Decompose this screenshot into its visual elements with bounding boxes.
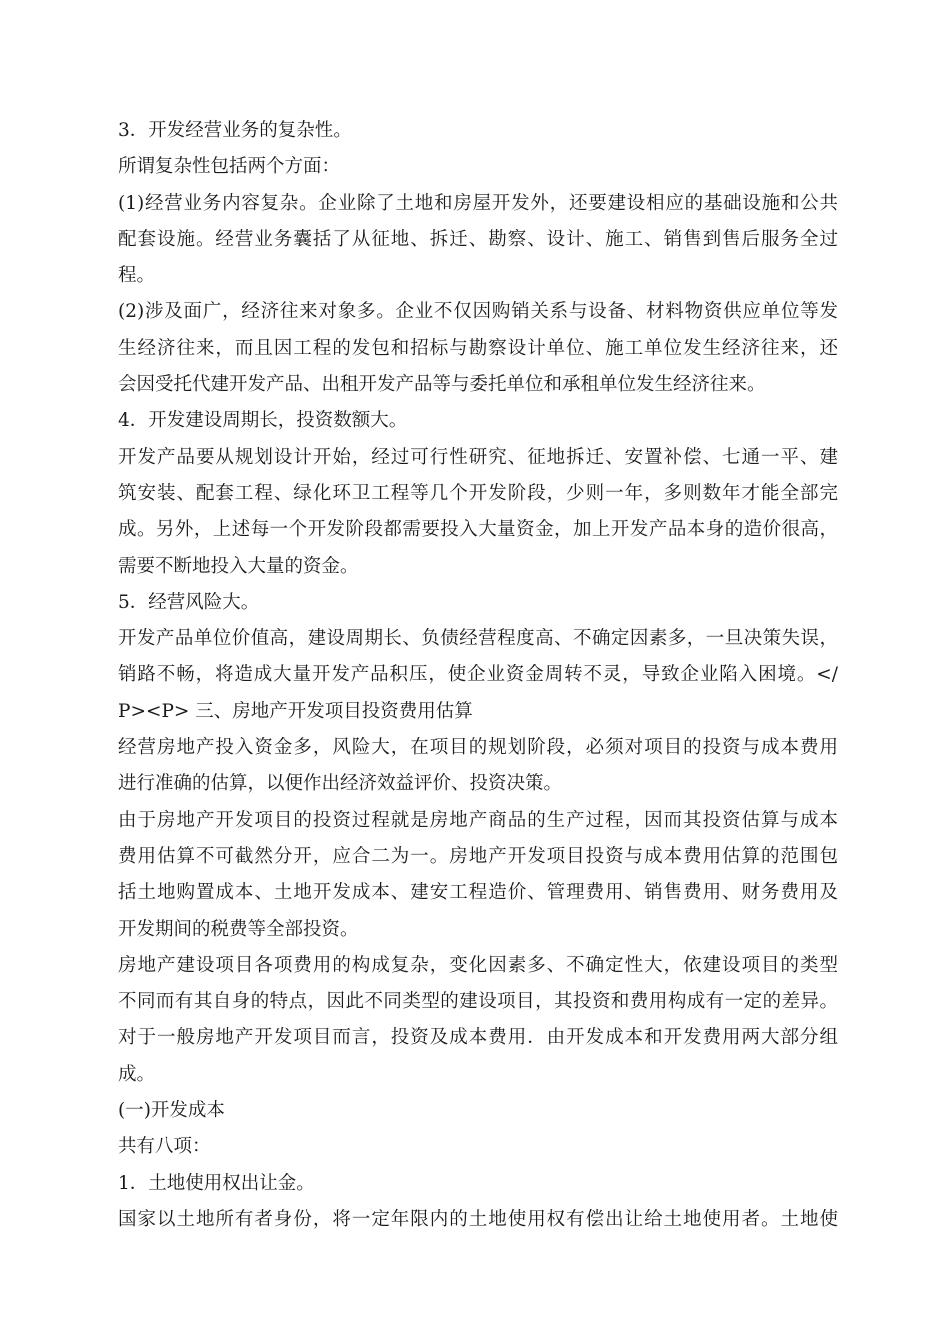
text-line: 费用估算不可截然分开，应合二为一。房地产开发项目投资与成本费用估算的范围包 [118,845,838,867]
subsection-heading-1: (一)开发成本 [118,1100,225,1122]
text-line: 程。 [118,265,156,287]
text-line: 销路不畅，将造成大量开发产品积压，使企业资金周转不灵，导致企业陷入困境。</ [118,664,838,686]
text-line: (1)经营业务内容复杂。企业除了土地和房屋开发外，还要建设相应的基础设施和公共 [118,192,838,214]
heading-item-4: 4．开发建设周期长，投资数额大。 [118,410,408,432]
section-heading-3: P><P> 三、房地产开发项目投资费用估算 [118,700,473,722]
text-line: 对于一般房地产开发项目而言，投资及成本费用．由开发成本和开发费用两大部分组 [118,1027,838,1049]
text-line: 国家以土地所有者身份，将一定年限内的土地使用权有偿出让给土地使用者。土地使 [118,1208,838,1230]
document-body [118,113,838,1238]
text-line: 成。 [118,1063,156,1085]
text-line: 所谓复杂性包括两个方面： [118,156,341,178]
text-line: 进行准确的估算，以便作出经济效益评价、投资决策。 [118,773,563,795]
text-line: 需要不断地投入大量的资金。 [118,555,359,577]
text-line: 括土地购置成本、土地开发成本、建安工程造价、管理费用、销售费用、财务费用及 [118,882,838,904]
heading-item-5: 5．经营风险大。 [118,591,260,613]
text-line: 会因受托代建开发产品、出租开发产品等与委托单位和承租单位发生经济往来。 [118,374,766,396]
text-line: 不同而有其自身的特点，因此不同类型的建设项目，其投资和费用构成有一定的差异。 [118,991,838,1013]
text-line: 共有八项： [118,1136,211,1158]
text-line: 由于房地产开发项目的投资过程就是房地产商品的生产过程，因而其投资估算与成本 [118,809,838,831]
text-line: 生经济往来，而且因工程的发包和招标与勘察设计单位、施工单位发生经济往来，还 [118,337,838,359]
text-line: 配套设施。经营业务囊括了从征地、拆迁、勘察、设计、施工、销售到售后服务全过 [118,228,838,250]
heading-item-3: 3．开发经营业务的复杂性。 [118,120,352,141]
text-line: 开发期间的税费等全部投资。 [118,918,359,940]
text-line: 开发产品要从规划设计开始，经过可行性研究、征地拆迁、安置补偿、七通一平、建 [118,446,838,468]
text-line: 经营房地产投入资金多，风险大，在项目的规划阶段，必须对项目的投资与成本费用 [118,737,838,759]
heading-item-1: 1．土地使用权出让金。 [118,1172,315,1194]
text-line: (2)涉及面广，经济往来对象多。企业不仅因购销关系与设备、材料物资供应单位等发 [118,301,838,323]
text-line: 成。另外，上述每一个开发阶段都需要投入大量资金，加上开发产品本身的造价很高， [118,519,838,541]
text-line: 房地产建设项目各项费用的构成复杂，变化因素多、不确定性大，依建设项目的类型 [118,954,838,976]
text-line: 筑安装、配套工程、绿化环卫工程等几个开发阶段，少则一年，多则数年才能全部完 [118,482,838,504]
text-line: 开发产品单位价值高，建设周期长、负债经营程度高、不确定因素多，一旦决策失误， [118,628,838,650]
